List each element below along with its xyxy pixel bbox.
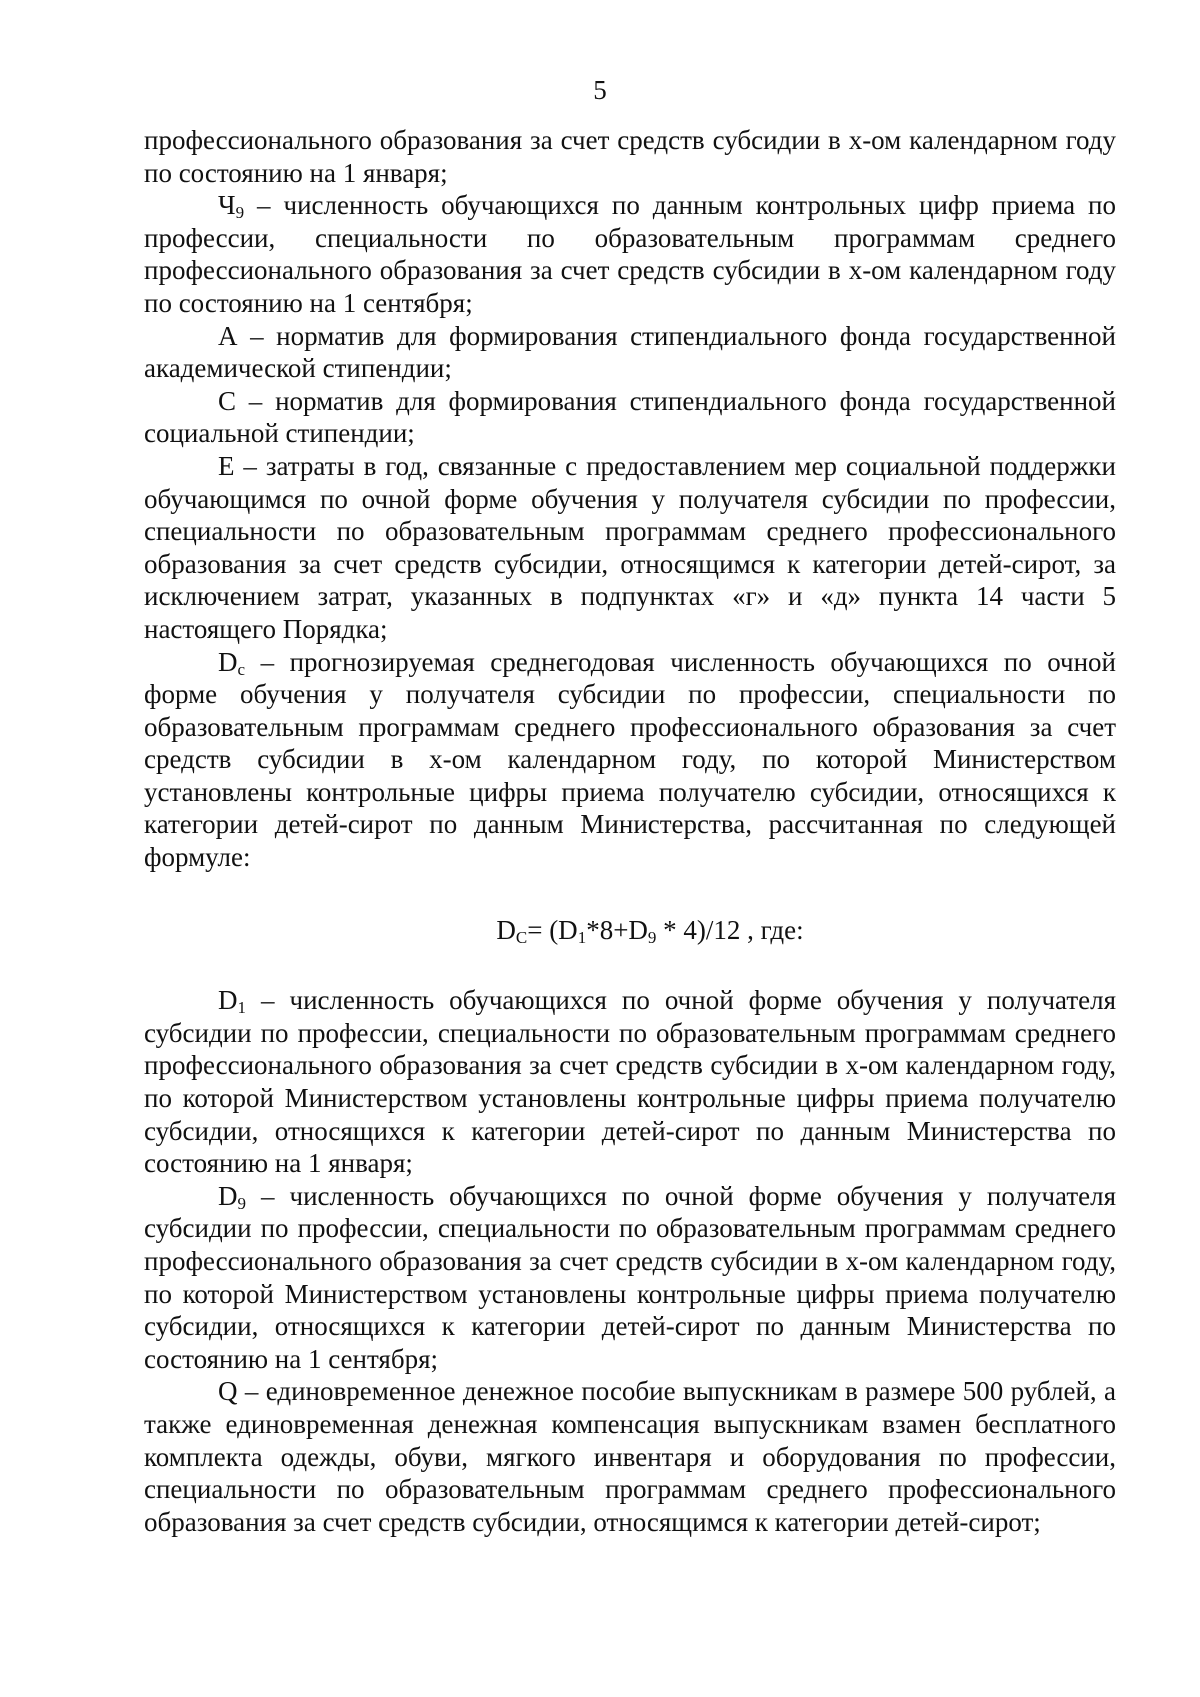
page-number: 5 xyxy=(593,75,607,105)
definition-text: – численность обучающихся по очной форме обучения у получателя субсидии по профессии, специальности по образовательным программам среднего профессионального образования за счет средств субсидии в х-ом календарном году, по которой Министерством установлены контрольные цифры приема получателю субсидии, относящихся к категории детей-сирот по данным Министерства по состоянию на 1 сентября; xyxy=(144,1180,1116,1374)
definition-dc xyxy=(144,646,1116,874)
definition-d1 xyxy=(144,984,1116,1180)
definition-text: – численность обучающихся по данным контрольных цифр приема по профессии, специальности по образовательным программам среднего профессионального образования за счет средств субсидии в х-ом календарном году по состоянию на 1 сентября; xyxy=(144,190,1116,318)
definition-text: – численность обучающихся по очной форме обучения у получателя субсидии по профессии, специальности по образовательным программам среднего профессионального образования за счет средств субсидии в х-ом календарном году, по которой Министерством установлены контрольные цифры приема получателю субсидии, относящихся к категории детей-сирот по данным Министерства по состоянию на 1 января; xyxy=(144,985,1116,1179)
definition-c: С – норматив для формирования стипендиального фонда государственной социальной стипендии; xyxy=(144,385,1116,449)
symbol: D xyxy=(218,646,238,677)
document-body xyxy=(144,124,1116,1538)
definition-ch9 xyxy=(144,189,1116,319)
definition-q: Q – единовременное денежное пособие выпускникам в размере 500 рублей, а также единовременная денежная компенсация выпускникам взамен бесплатного комплекта одежды, обуви, мягкого инвентаря и оборудования по профессии, специальности по образовательным программам среднего профессионального образования за счет средств субсидии, относящимся к категории детей-сирот; xyxy=(144,1376,1116,1537)
definition-text: – прогнозируемая среднегодовая численность обучающихся по очной форме обучения у получателя субсидии по профессии, специальности по образовательным программам среднего профессионального образования за счет средств субсидии в х-ом календарном году, по которой Министерством установлены контрольные цифры приема получателю субсидии, относящихся к категории детей-сирот по данным Министерства, рассчитанная по следующей формуле: xyxy=(144,646,1116,873)
definition-d9 xyxy=(144,1180,1116,1376)
symbol: Ч xyxy=(218,190,236,221)
definition-a: А – норматив для формирования стипендиального фонда государственной академической стипендии; xyxy=(144,320,1116,384)
symbol-subscript: c xyxy=(237,659,246,679)
symbol-subscript: 9 xyxy=(237,1193,246,1213)
definition-e: Е – затраты в год, связанные с предоставлением мер социальной поддержки обучающимся по очной форме обучения у получателя субсидии по профессии, специальности по образовательным программам среднего профессионального образования за счет средств субсидии, относящимся к категории детей-сирот, за исключением затрат, указанных в подпунктах «г» и «д» пункта 14 части 5 настоящего Порядка; xyxy=(144,450,1116,644)
symbol: D xyxy=(218,985,238,1016)
formula: $D_C= (D_1*8+D_9 * 4)/12$ , где: xyxy=(496,914,804,947)
symbol-subscript: 9 xyxy=(235,203,245,223)
symbol-subscript: 1 xyxy=(237,998,246,1018)
paragraph-continuation: профессионального образования за счет средств субсидии в х-ом календарном году по состоянию на 1 января; xyxy=(144,125,1116,188)
symbol: D xyxy=(218,1180,238,1211)
